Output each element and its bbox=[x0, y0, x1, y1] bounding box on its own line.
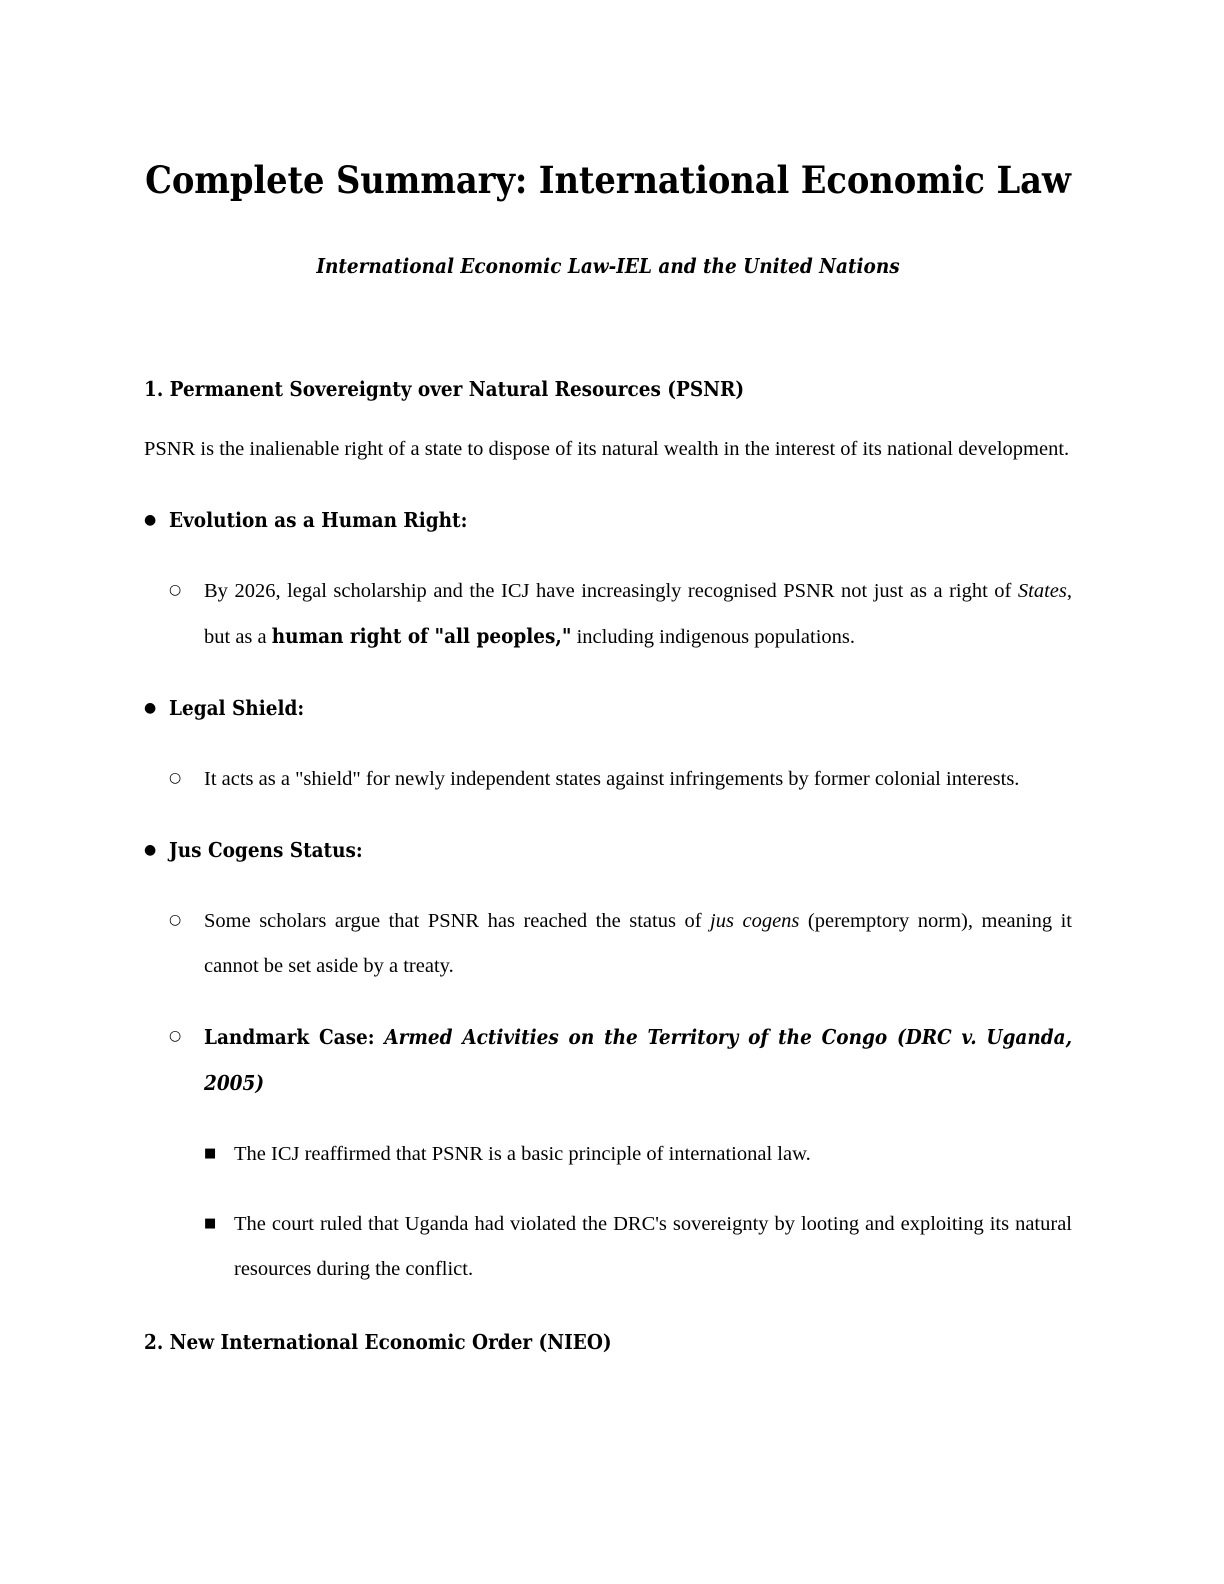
list-item-text: Some scholars argue that PSNR has reached the status of jus cogens (peremptory norm), meaning it cannot be set aside by a treaty. bbox=[204, 909, 1072, 977]
section-heading-nieo: 2. New International Economic Order (NIEO) bbox=[144, 1329, 612, 1354]
circle-bullet-icon: ○ bbox=[169, 769, 182, 786]
list-item bbox=[169, 757, 1072, 802]
list-item bbox=[169, 1015, 1072, 1292]
page-title: Complete Summary: International Economic Law bbox=[145, 158, 1071, 202]
list-item-text: By 2026, legal scholarship and the ICJ have increasingly recognised PSNR not just as a right of States, but as a human right of "all peoples," including indigenous populations. bbox=[204, 579, 1072, 648]
list-item bbox=[204, 1202, 1072, 1292]
psnr-bullet-list bbox=[144, 498, 1072, 1292]
list-item bbox=[144, 686, 1072, 802]
section-heading-psnr: 1. Permanent Sovereignty over Natural Resources (PSNR) bbox=[144, 376, 745, 401]
circle-bullet-icon: ○ bbox=[169, 911, 182, 928]
disc-bullet-icon: ● bbox=[144, 511, 157, 528]
list-item bbox=[169, 569, 1072, 660]
list-item-label: Evolution as a Human Right: bbox=[169, 507, 468, 532]
document-subtitle: International Economic Law-IEL and the United Nations bbox=[316, 254, 900, 279]
sublist bbox=[169, 569, 1072, 660]
sublist bbox=[169, 899, 1072, 1292]
circle-bullet-icon: ○ bbox=[169, 1027, 182, 1044]
list-item-label: Legal Shield: bbox=[169, 695, 305, 720]
square-bullet-icon: ■ bbox=[204, 1215, 217, 1231]
circle-bullet-icon: ○ bbox=[169, 581, 182, 598]
list-item bbox=[144, 498, 1072, 660]
section-intro-psnr: PSNR is the inalienable right of a state to dispose of its natural wealth in the interest of its national development. bbox=[144, 437, 1070, 460]
square-bullet-icon: ■ bbox=[204, 1145, 217, 1161]
subsublist bbox=[204, 1132, 1072, 1292]
disc-bullet-icon: ● bbox=[144, 841, 157, 858]
list-item bbox=[169, 899, 1072, 989]
sublist bbox=[169, 757, 1072, 802]
list-item bbox=[204, 1132, 1072, 1177]
landmark-case-text: Landmark Case: Armed Activities on the Territory of the Congo (DRC v. Uganda, 2005) bbox=[204, 1024, 1073, 1095]
list-item bbox=[144, 828, 1072, 1292]
disc-bullet-icon: ● bbox=[144, 699, 157, 716]
list-item-text: It acts as a "shield" for newly independent states against infringements by former colonial interests. bbox=[204, 767, 1020, 790]
document-body bbox=[144, 0, 1072, 1355]
list-item-label: Jus Cogens Status: bbox=[169, 837, 363, 862]
list-item-text: The ICJ reaffirmed that PSNR is a basic principle of international law. bbox=[234, 1142, 811, 1165]
list-item-text: The court ruled that Uganda had violated the DRC's sovereignty by looting and exploiting its natural resources during the conflict. bbox=[234, 1212, 1072, 1280]
